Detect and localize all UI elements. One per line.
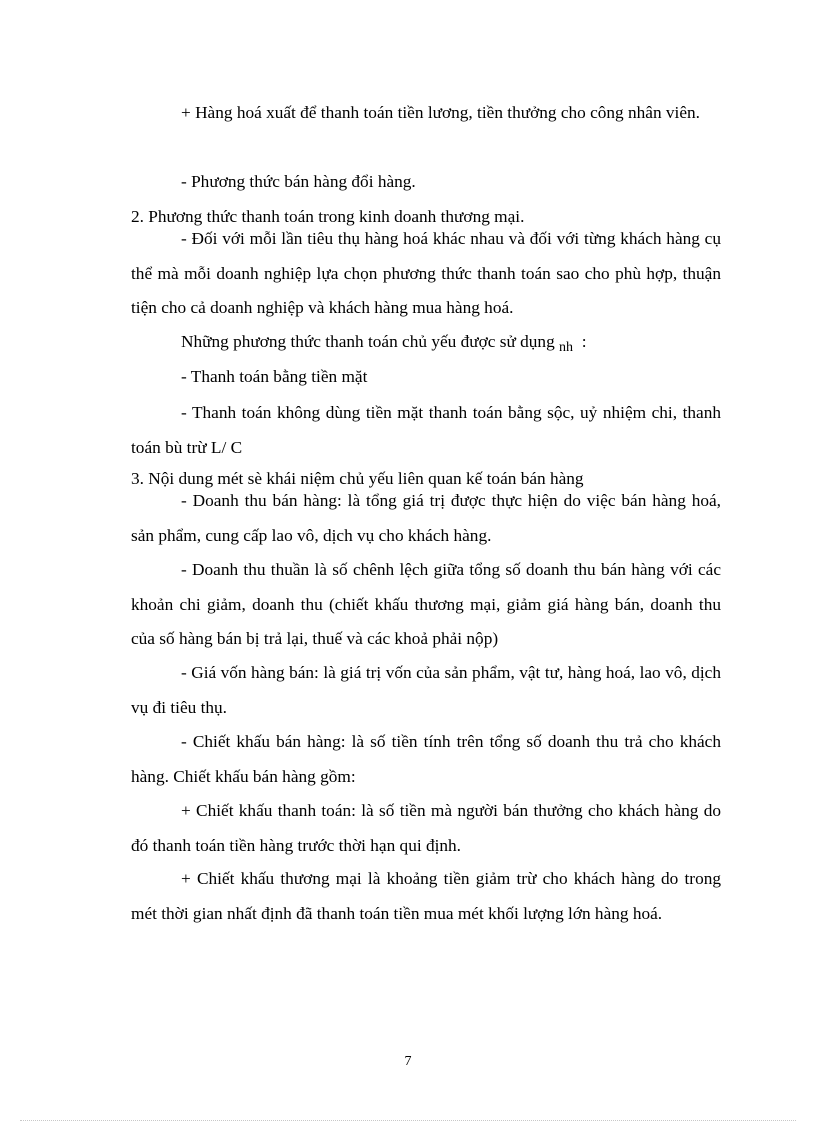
main-methods-text: Những phương thức thanh toán chủ yếu được sử dụng (181, 332, 555, 351)
paragraph-payment-discount: + Chiết khấu thanh toán: là số tiền mà người bán thưởng cho khách hàng do đó thanh toán tiền hàng trước thời hạn qui định. (131, 801, 721, 855)
main-methods-colon: : (581, 332, 587, 351)
subscript-nh: nh (559, 340, 574, 355)
paragraph-non-cash-payment: - Thanh toán không dùng tiền mặt thanh toán bằng sộc, uỷ nhiệm chi, thanh toán bù trừ L/ C (131, 403, 721, 457)
paragraph-sales-revenue: - Doanh thu bán hàng: là tổng giá trị được thực hiện do việc bán hàng hoá, sản phẩm, cung cấp lao vô, dịch vụ cho khách hàng. (131, 491, 721, 545)
paragraph-payment-choice: - Đối với mỗi lần tiêu thụ hàng hoá khác nhau và đối với từng khách hàng cụ thể mà mỗi doanh nghiệp lựa chọn phương thức thanh toán sao cho phù hợp, thuận tiện cho cả doanh nghiệp và khách hàng mua hàng hoá. (131, 229, 721, 317)
paragraph-goods-for-wages: + Hàng hoá xuất để thanh toán tiền lương, tiền thưởng cho công nhân viên. (181, 103, 700, 122)
paragraph-main-methods (131, 332, 721, 354)
paragraph-cash-payment: - Thanh toán bằng tiền mặt (181, 367, 368, 386)
heading-key-concepts: 3. Nội dung mét sè khái niệm chủ yếu liên quan kế toán bán hàng (131, 469, 584, 488)
paragraph-net-revenue: - Doanh thu thuần là số chênh lệch giữa tổng số doanh thu bán hàng với các khoản chi giảm, doanh thu (chiết khấu thương mại, giảm giá hàng bán, doanh thu của số hàng bán bị trả lại, thuế và các khoả phải nộp) (131, 560, 721, 648)
paragraph-cost-of-goods: - Giá vốn hàng bán: là giá trị vốn của sản phẩm, vật tư, hàng hoá, lao vô, dịch vụ đi tiêu thụ. (131, 663, 721, 717)
paragraph-exchange-sale: - Phương thức bán hàng đổi hàng. (181, 172, 416, 191)
page-edge-divider (20, 1120, 796, 1121)
heading-payment-methods: 2. Phương thức thanh toán trong kinh doanh thương mại. (131, 207, 525, 226)
paragraph-sales-discount: - Chiết khấu bán hàng: là số tiền tính trên tổng số doanh thu trả cho khách hàng. Chiết khấu bán hàng gồm: (131, 732, 721, 786)
page-number: 7 (404, 1054, 412, 1069)
paragraph-trade-discount: + Chiết khấu thương mại là khoảng tiền giảm trừ cho khách hàng do trong mét thời gian nhất định đã thanh toán tiền mua mét khối lượng lớn hàng hoá. (131, 869, 721, 923)
